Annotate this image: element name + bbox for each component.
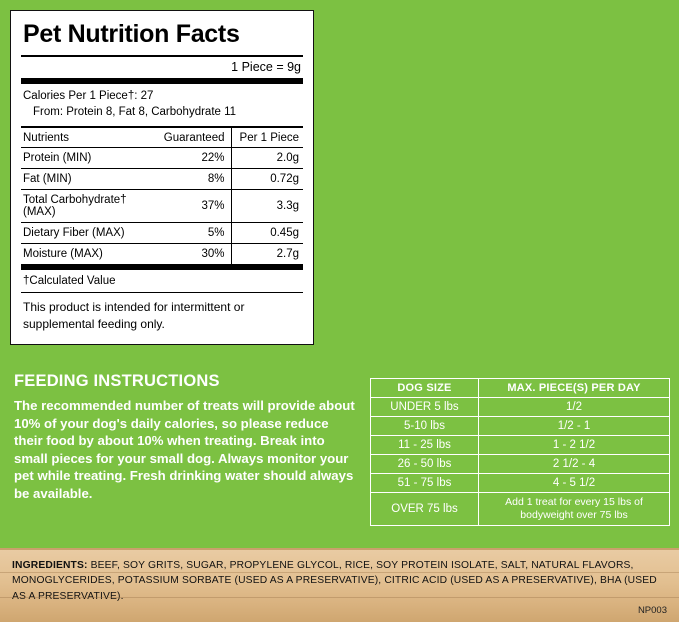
nutrient-name: Protein (MIN)	[21, 147, 153, 168]
column-header-max-pieces: MAX. PIECE(S) PER DAY	[479, 379, 670, 398]
dog-size-table	[370, 378, 670, 526]
nutrient-guaranteed: 22%	[153, 147, 231, 168]
nutrient-name: Total Carbohydrate† (MAX)	[21, 189, 153, 222]
max-pieces: 2 1/2 - 4	[479, 455, 670, 474]
dog-size: 51 - 75 lbs	[371, 474, 479, 493]
calories-line: Calories Per 1 Piece†: 27	[23, 89, 154, 102]
dog-size: 5-10 lbs	[371, 417, 479, 436]
nutrient-per-piece: 2.7g	[231, 243, 303, 264]
nutrient-guaranteed: 8%	[153, 168, 231, 189]
nutrient-guaranteed: 5%	[153, 222, 231, 243]
table-row	[21, 147, 303, 168]
table-row	[21, 168, 303, 189]
table-row	[371, 455, 670, 474]
nutrients-table	[21, 128, 303, 264]
feeding-instructions-title: FEEDING INSTRUCTIONS	[14, 372, 220, 390]
table-header-row	[371, 379, 670, 398]
page-title: Pet Nutrition Facts	[23, 20, 240, 48]
dog-size: UNDER 5 lbs	[371, 398, 479, 417]
max-pieces: 1 - 2 1/2	[479, 436, 670, 455]
ingredients-label: INGREDIENTS:	[12, 560, 88, 571]
max-pieces: 4 - 5 1/2	[479, 474, 670, 493]
nutrient-guaranteed: 30%	[201, 247, 225, 260]
column-header-per-piece: Per 1 Piece	[231, 128, 303, 148]
calories-from-line: From: Protein 8, Fat 8, Carbohydrate 11	[33, 106, 237, 119]
table-header-row	[21, 128, 303, 148]
calories-block	[21, 84, 303, 126]
ingredients-list: BEEF, SOY GRITS, SUGAR, PROPYLENE GLYCOL, RICE, SOY PROTEIN ISOLATE, SALT, NATURAL FLAVORS, MONOGLYCERIDES, POTASSIUM SORBATE (USED AS A PRESERVATIVE), CITRIC ACID (USED AS A PRESERVATIVE), BHA (USED AS A PRESERVATIVE).	[12, 560, 657, 602]
nutrient-name: Moisture (MAX)	[23, 247, 103, 260]
feeding-instructions	[14, 372, 359, 502]
nutrient-name: Fat (MIN)	[21, 168, 153, 189]
nutrient-per-piece: 0.45g	[231, 222, 303, 243]
nutrient-per-piece: 3.3g	[231, 189, 303, 222]
dog-size: 26 - 50 lbs	[371, 455, 479, 474]
table-row	[371, 398, 670, 417]
ingredients-band	[0, 548, 679, 622]
dog-size: OVER 75 lbs	[371, 493, 479, 526]
feeding-instructions-body: The recommended number of treats will provide about 10% of your dog's daily calories, so please reduce their food by about 10% when treating. Break into small pieces for your small dog. Always monitor your pet while treating. Fresh drinking water should always be available.	[14, 398, 355, 501]
table-row	[21, 222, 303, 243]
serving-size: 1 Piece = 9g	[231, 59, 301, 74]
table-row	[371, 436, 670, 455]
nutrition-facts-panel	[10, 10, 314, 345]
nutrient-guaranteed: 37%	[153, 189, 231, 222]
calculated-value-footnote: †Calculated Value	[23, 274, 116, 287]
nutrient-per-piece: 2.0g	[231, 147, 303, 168]
max-pieces: 1/2 - 1	[479, 417, 670, 436]
table-row	[371, 417, 670, 436]
column-header-dog-size: DOG SIZE	[371, 379, 479, 398]
column-header-guaranteed: Guaranteed	[153, 128, 231, 148]
dog-size: 11 - 25 lbs	[371, 436, 479, 455]
table-row	[21, 189, 303, 222]
max-pieces: Add 1 treat for every 15 lbs of bodyweight over 75 lbs	[479, 493, 670, 526]
feeding-purpose-statement: This product is intended for intermittent or supplemental feeding only.	[23, 299, 245, 332]
nutrient-name: Dietary Fiber (MAX)	[21, 222, 153, 243]
wood-grain-line	[0, 597, 679, 598]
product-code: NP003	[637, 605, 667, 616]
table-row	[371, 474, 670, 493]
table-row	[21, 243, 303, 264]
nutrient-per-piece: 0.72g	[231, 168, 303, 189]
max-pieces: 1/2	[479, 398, 670, 417]
wood-grain-line	[0, 572, 679, 573]
column-header-nutrients: Nutrients	[21, 128, 153, 148]
table-row	[371, 493, 670, 526]
